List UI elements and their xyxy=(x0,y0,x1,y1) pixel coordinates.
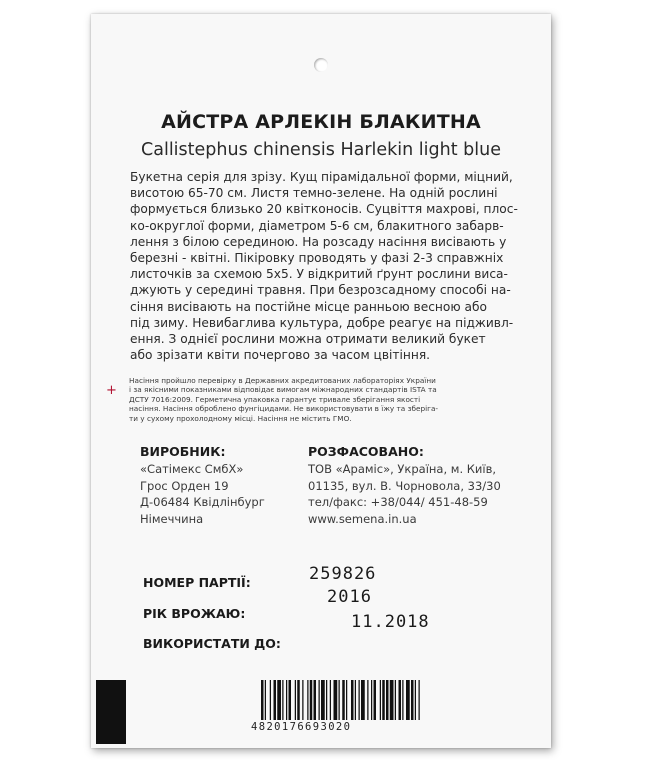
packer-heading: РОЗФАСОВАНО: xyxy=(308,444,424,459)
description-line: висотою 65-70 см. Листя темно-зелене. На одній рослині xyxy=(130,186,498,201)
description-line: лення з білою серединою. На розсаду насіння висівають у xyxy=(130,234,507,249)
description-line: березні - квітні. Пікіровку проводять у фазі 2-3 справжніх xyxy=(130,251,504,266)
description-line: під зиму. Невибаглива культура, добре реагує на підживл- xyxy=(130,315,514,330)
description-line: ко-округлої форми, діаметром 5-6 см, блакитного забарв- xyxy=(130,218,504,233)
product-title: АЙСТРА АРЛЕКІН БЛАКИТНА xyxy=(161,111,481,133)
cert-line: ти у сухому прохолодному місці. Насіння не містить ГМО. xyxy=(129,413,352,423)
harvest-year-value: 2016 xyxy=(327,587,372,607)
description-line: Букетна серія для зрізу. Кущ пірамідальної форми, міцний, xyxy=(130,170,513,184)
description-line: формується близько 20 квітконосів. Суцвіття махрові, плос- xyxy=(130,202,518,217)
use-by-value: 11.2018 xyxy=(351,612,430,632)
use-by-label: ВИКОРИСТАТИ ДО: xyxy=(143,636,281,651)
description-line: ення. З однієї рослини можна отримати великий букет xyxy=(130,332,486,347)
batch-label: НОМЕР ПАРТІЇ: xyxy=(143,575,251,590)
producer-line: Д-06484 Квідлінбург xyxy=(140,495,265,510)
cert-line: і за якісними показниками відповідає вимогам міжнародних стандартів ISTA та xyxy=(129,385,437,395)
packer-line: ТОВ «Араміс», Україна, м. Київ, xyxy=(308,462,497,476)
packer-line: 01135, вул. В. Чорновола, 33/30 xyxy=(308,478,501,493)
barcode xyxy=(261,680,511,720)
registration-mark-icon: + xyxy=(106,383,117,398)
seed-packet xyxy=(91,14,551,748)
producer-heading: ВИРОБНИК: xyxy=(140,444,226,459)
packer-line: www.semena.in.ua xyxy=(308,511,417,526)
cert-line: ДСТУ 7016:2009. Герметична упаковка гарантує тривале зберігання якості xyxy=(129,394,421,404)
harvest-year-label: РІК ВРОЖАЮ: xyxy=(143,606,246,621)
hang-hole xyxy=(314,58,328,72)
producer-line: Німеччина xyxy=(140,511,204,526)
producer-line: «Сатімекс СмбХ» xyxy=(140,462,244,476)
packer-address xyxy=(308,461,501,527)
packer-line: тел/факс: +38/044/ 451-48-59 xyxy=(308,495,488,510)
description-line: сіння висівають на постійне місце ранньою весною або xyxy=(130,299,487,314)
description-line: або зрізати квіти почергово за часом цвітіння. xyxy=(130,348,431,363)
barcode-number: 4820176693020 xyxy=(251,721,352,733)
description-line: джують у середині травня. При безрозсадному способі на- xyxy=(130,283,511,298)
producer-line: Грос Орден 19 xyxy=(140,478,229,493)
batch-value: 259826 xyxy=(309,564,377,584)
cert-line: насіння. Насіння оброблено фунгіцидами. Не використовувати в їжу та зберіга- xyxy=(129,404,439,414)
certification-note xyxy=(129,376,519,423)
print-mark xyxy=(96,680,126,744)
latin-name: Callistephus chinensis Harlekin light blue xyxy=(141,140,501,160)
description-line: листочків за схемою 5х5. У відкритий ґрунт рослини виса- xyxy=(130,267,508,282)
producer-address xyxy=(140,461,265,527)
cert-line: Насіння пройшло перевірку в Державних акредитованих лабораторіях України xyxy=(129,376,436,385)
description xyxy=(130,169,518,363)
